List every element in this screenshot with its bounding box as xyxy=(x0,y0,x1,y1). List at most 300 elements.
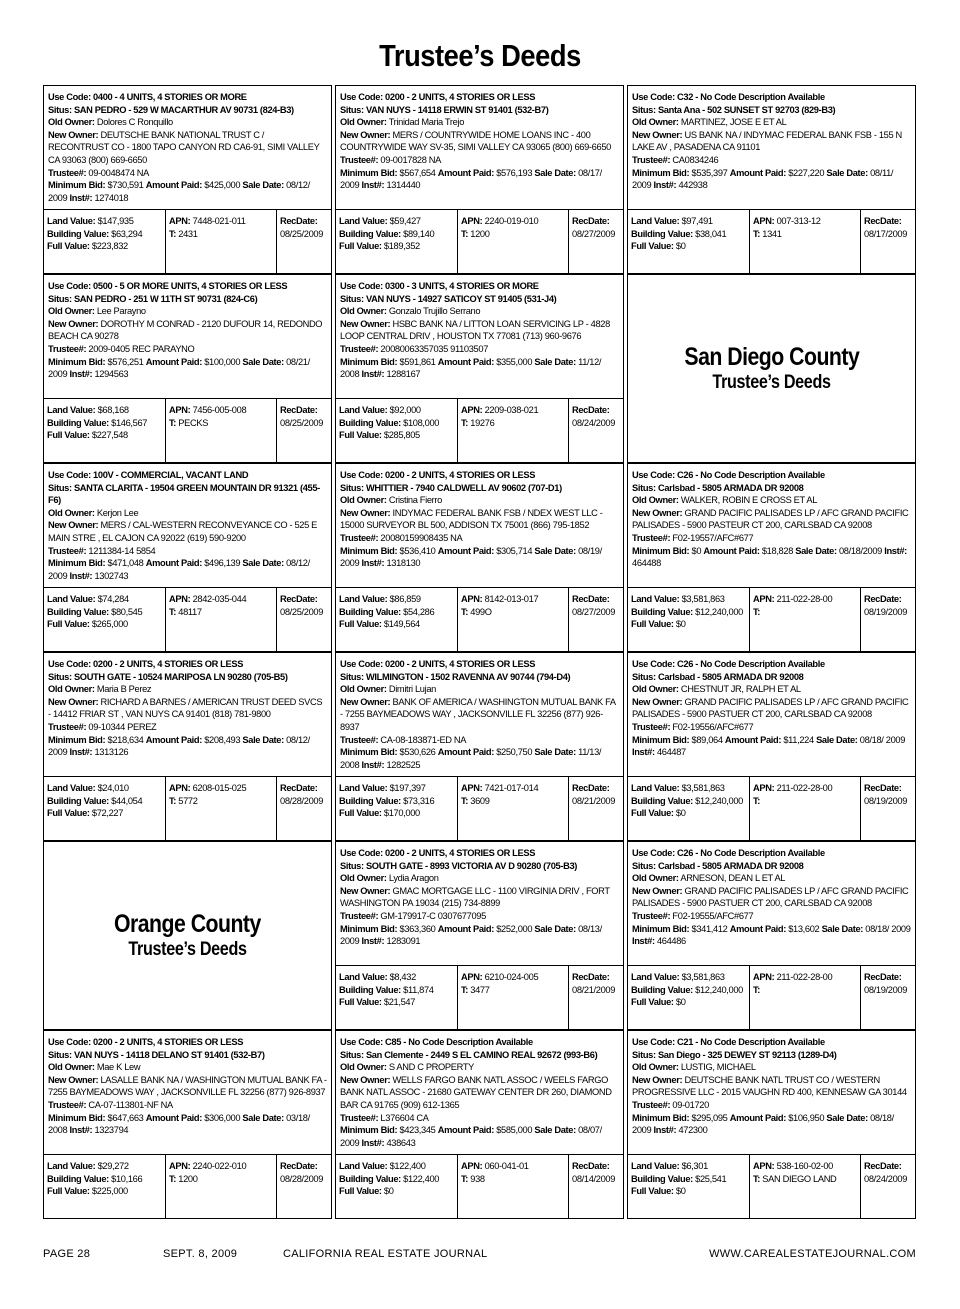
old-owner-value: Lee Parayno xyxy=(96,306,146,317)
new-owner-value: LASALLE BANK NA / WASHINGTON MUTUAL BANK FA - 7255 BAYMEADOWS WAY , JACKSONVILLE FL 32256 (877) 926-8937 xyxy=(48,1074,327,1098)
recdate-label-line xyxy=(864,1160,912,1173)
deed-details xyxy=(628,653,915,771)
trustee-label: Trustee#: xyxy=(48,545,87,556)
new-owner-value: GRAND PACIFIC PALISADES LP / AFC GRAND PACIFIC PALISADES - 5900 PASTUER CT 200, CARLSBAD CA 92008 xyxy=(632,885,909,909)
deed-card xyxy=(335,463,624,652)
apn-cell xyxy=(166,399,277,462)
inst-value: 472300 xyxy=(678,1125,708,1136)
full-value-label: Full Value: xyxy=(47,241,90,252)
amount-paid-label: Amount Paid: xyxy=(437,1125,494,1136)
recdate-value-line xyxy=(572,606,620,619)
use-code: Use Code: 0200 - 2 UNITS, 4 STORIES OR LESS xyxy=(340,470,536,480)
building-value-label: Building Value: xyxy=(339,228,401,239)
tract-label: T: xyxy=(169,417,177,428)
building-value-line xyxy=(47,417,162,430)
use-code: Use Code: 0200 - 2 UNITS, 4 STORIES OR LESS xyxy=(340,92,536,102)
tract-line xyxy=(169,606,273,619)
situs-line xyxy=(632,1049,911,1062)
full-value-line xyxy=(339,240,454,253)
inst-label: Inst#: xyxy=(361,759,385,770)
new-owner-line xyxy=(48,519,327,544)
land-value-label: Land Value: xyxy=(339,216,388,226)
new-owner-line xyxy=(48,696,327,721)
sale-date-label: Sale Date: xyxy=(242,734,284,745)
land-value-value: $147,935 xyxy=(97,216,134,226)
land-value-label: Land Value: xyxy=(47,216,96,226)
tract-label: T: xyxy=(753,795,761,806)
amount-paid-label: Amount Paid: xyxy=(437,167,494,178)
old-owner-value: Maria B Perez xyxy=(96,684,152,695)
recdate-value: 08/27/2009 xyxy=(572,228,616,239)
recdate-cell xyxy=(569,966,623,1029)
recdate-label: RecDate: xyxy=(572,405,610,415)
recdate-label: RecDate: xyxy=(572,783,610,793)
deed-details xyxy=(336,653,623,771)
deed-details xyxy=(44,86,331,204)
new-owner-value: DOROTHY M CONRAD - 2120 DUFOUR 14, REDONDO BEACH CA 90278 xyxy=(48,318,323,342)
inst-value: 1288167 xyxy=(386,369,421,380)
full-value-value: $21,547 xyxy=(383,997,416,1008)
min-bid-label: Minimum Bid: xyxy=(48,734,106,745)
tract-value: 3609 xyxy=(470,795,490,806)
value-cell xyxy=(628,588,750,651)
apn-value: 211-022-28-00 xyxy=(776,594,833,604)
old-owner-line xyxy=(340,1061,619,1074)
recdate-label-line xyxy=(572,1160,620,1173)
apn-value: 2240-019-010 xyxy=(484,216,539,226)
use-code: Use Code: 0400 - 4 UNITS, 4 STORIES OR MORE xyxy=(48,92,247,102)
recdate-label: RecDate: xyxy=(864,216,902,226)
apn-label: APN: xyxy=(461,783,483,793)
deed-card xyxy=(627,1030,916,1219)
situs-line xyxy=(632,860,911,873)
recdate-value-line xyxy=(864,795,912,808)
min-bid-value: $471,048 xyxy=(107,558,144,569)
situs-line xyxy=(340,1049,619,1062)
deed-values xyxy=(336,398,623,462)
tract-label: T: xyxy=(169,228,177,239)
sale-date-value: 08/12/ 2009 xyxy=(48,180,310,203)
tract-label: T: xyxy=(461,417,469,428)
trustee-value: 09-0048474 NA xyxy=(88,167,150,178)
trustee-label: Trustee#: xyxy=(632,910,671,921)
recdate-label-line xyxy=(280,593,328,606)
recdate-label: RecDate: xyxy=(864,783,902,793)
building-value-label: Building Value: xyxy=(339,984,401,995)
min-bid-value: $567,654 xyxy=(399,167,436,178)
deed-details xyxy=(336,464,623,582)
inst-label: Inst#: xyxy=(361,180,385,191)
apn-label: APN: xyxy=(753,594,775,604)
bid-line xyxy=(340,1124,619,1149)
footer-journal-name: CALIFORNIA REAL ESTATE JOURNAL xyxy=(283,1248,488,1260)
situs-line xyxy=(632,482,911,495)
amount-paid-value: $425,000 xyxy=(204,180,241,191)
situs: Situs: SOUTH GATE - 10524 MARIPOSA LN 90280 (705-B5) xyxy=(48,671,288,682)
recdate-label-line xyxy=(864,593,912,606)
full-value-value: $189,352 xyxy=(383,241,420,252)
value-cell xyxy=(336,1155,458,1218)
trustee-line xyxy=(632,1099,911,1112)
deed-details xyxy=(628,1031,915,1149)
tract-line xyxy=(753,984,857,997)
land-value-label: Land Value: xyxy=(47,405,96,415)
full-value-line xyxy=(47,1185,162,1198)
amount-paid-value: $306,000 xyxy=(204,1112,241,1123)
deed-values xyxy=(628,776,915,840)
tract-value: SAN DIEGO LAND xyxy=(762,1173,837,1184)
new-owner-line xyxy=(340,1074,619,1112)
recdate-cell xyxy=(277,777,331,840)
land-value-value: $3,581,863 xyxy=(681,594,725,604)
land-value-value: $92,000 xyxy=(389,405,421,415)
tract-label: T: xyxy=(461,795,469,806)
full-value-line xyxy=(47,429,162,442)
old-owner-value: CHESTNUT JR, RALPH ET AL xyxy=(680,684,801,695)
situs-line xyxy=(48,104,327,117)
apn-cell xyxy=(458,1155,569,1218)
trustee-label: Trustee#: xyxy=(340,532,379,543)
tract-value: 499O xyxy=(470,606,492,617)
land-value-line xyxy=(339,215,454,228)
recdate-value: 08/28/2009 xyxy=(280,1173,324,1184)
recdate-value-line xyxy=(572,228,620,241)
deed-card xyxy=(335,274,624,463)
building-value-line xyxy=(47,228,162,241)
recdate-value-line xyxy=(572,417,620,430)
new-owner-line xyxy=(632,129,911,154)
land-value-label: Land Value: xyxy=(631,972,680,982)
land-value-line xyxy=(47,215,162,228)
min-bid-label: Minimum Bid: xyxy=(632,734,690,745)
recdate-value-line xyxy=(572,795,620,808)
recdate-value: 08/14/2009 xyxy=(572,1173,616,1184)
deed-card xyxy=(43,85,332,274)
bid-line xyxy=(340,167,619,192)
use-code: Use Code: 0200 - 2 UNITS, 4 STORIES OR LESS xyxy=(48,1037,244,1047)
building-value-label: Building Value: xyxy=(47,606,109,617)
old-owner-line xyxy=(48,683,327,696)
apn-value: 538-160-02-00 xyxy=(776,1161,834,1171)
land-value-label: Land Value: xyxy=(47,594,96,604)
apn-cell xyxy=(750,210,861,273)
bid-line xyxy=(632,167,911,192)
apn-cell xyxy=(458,588,569,651)
land-value-label: Land Value: xyxy=(339,972,388,982)
bid-line xyxy=(340,923,619,948)
old-owner-line xyxy=(632,1061,911,1074)
situs-line xyxy=(632,104,911,117)
sale-date-value: 08/07/ 2009 xyxy=(340,1125,602,1148)
new-owner-value: BANK OF AMERICA / WASHINGTON MUTUAL BANK FA - 7255 BAYMEADOWS WAY , JACKSONVILLE FL 32256 (877) 926-8937 xyxy=(340,696,616,732)
new-owner-line xyxy=(340,696,619,734)
recdate-cell xyxy=(861,588,915,651)
inst-value: 1274018 xyxy=(94,192,129,203)
situs: Situs: VAN NUYS - 14118 DELANO ST 91401 (532-B7) xyxy=(48,1049,265,1060)
tract-value: 19276 xyxy=(470,417,495,428)
building-value-value: $122,400 xyxy=(403,1173,440,1184)
recdate-label-line xyxy=(864,971,912,984)
full-value-line xyxy=(339,807,454,820)
land-value-value: $6,301 xyxy=(681,1161,708,1171)
new-owner-value: MERS / CAL-WESTERN RECONVEYANCE CO - 525 E MAIN STRE , EL CAJON CA 92022 (619) 590-9200 xyxy=(48,520,318,543)
apn-line xyxy=(461,782,565,795)
tract-line xyxy=(169,795,273,808)
min-bid-value: $218,634 xyxy=(107,734,144,745)
new-owner-value: RICHARD A BARNES / AMERICAN TRUST DEED SVCS - 14412 FRIAR ST , VAN NUYS CA 91401 (818) 781-9800 xyxy=(48,696,323,720)
situs: Situs: SAN PEDRO - 529 W MACARTHUR AV 90731 (824-B3) xyxy=(48,104,294,115)
full-value-value: $0 xyxy=(675,997,686,1008)
apn-label: APN: xyxy=(461,1161,483,1171)
bid-line xyxy=(632,545,911,570)
min-bid-value: $530,626 xyxy=(399,747,436,758)
trustee-line xyxy=(632,154,911,167)
bid-line xyxy=(48,557,327,582)
building-value-value: $12,240,000 xyxy=(695,984,743,995)
deed-values xyxy=(44,1154,331,1218)
inst-label: Inst#: xyxy=(69,1125,93,1136)
apn-value: 7456-005-008 xyxy=(192,405,247,415)
full-value-line xyxy=(631,996,746,1009)
land-value-line xyxy=(339,971,454,984)
sale-date-value: 08/18/ 2009 xyxy=(632,1112,894,1136)
recdate-label-line xyxy=(572,404,620,417)
use-code-line xyxy=(340,280,619,293)
new-owner-line xyxy=(340,507,619,532)
old-owner-line xyxy=(48,305,327,318)
apn-line xyxy=(169,404,273,417)
old-owner-value: Dolores C Ronquillo xyxy=(96,117,173,128)
bid-line xyxy=(340,545,619,570)
min-bid-value: $0 xyxy=(691,545,702,556)
situs: Situs: Carlsbad - 5805 ARMADA DR 92008 xyxy=(632,671,804,682)
tract-value: 5772 xyxy=(178,795,198,806)
situs: Situs: San Clemente - 2449 S EL CAMINO REAL 92672 (993-B6) xyxy=(340,1049,598,1060)
recdate-value: 08/19/2009 xyxy=(864,606,908,617)
sale-date-label: Sale Date: xyxy=(534,545,576,556)
new-owner-label: New Owner: xyxy=(632,1074,683,1085)
tract-label: T: xyxy=(753,1173,761,1184)
recdate-value: 08/19/2009 xyxy=(864,795,908,806)
tract-label: T: xyxy=(461,984,469,995)
apn-cell xyxy=(458,777,569,840)
trustee-line xyxy=(632,721,911,734)
trustee-line xyxy=(340,154,619,167)
building-value-line xyxy=(339,228,454,241)
trustee-value: CA-07-113801-NF NA xyxy=(88,1099,173,1110)
building-value-label: Building Value: xyxy=(47,1173,109,1184)
recdate-value: 08/24/2009 xyxy=(864,1173,908,1184)
apn-value: 060-041-01 xyxy=(484,1161,529,1171)
min-bid-label: Minimum Bid: xyxy=(632,545,690,556)
situs: Situs: SAN PEDRO - 251 W 11TH ST 90731 (824-C6) xyxy=(48,293,258,304)
land-value-line xyxy=(631,1160,746,1173)
deed-values xyxy=(44,776,331,840)
building-value-line xyxy=(47,1173,162,1186)
full-value-value: $0 xyxy=(675,808,686,819)
sale-date-label: Sale Date: xyxy=(821,923,864,934)
footer-website: WWW.CAREALESTATEJOURNAL.COM xyxy=(709,1248,916,1260)
min-bid-value: $591,861 xyxy=(399,356,436,367)
old-owner-line xyxy=(340,305,619,318)
trustee-value: CA0834246 xyxy=(672,154,719,165)
recdate-label: RecDate: xyxy=(572,1161,610,1171)
value-cell xyxy=(628,966,750,1029)
amount-paid-value: $208,493 xyxy=(204,734,241,745)
old-owner-label: Old Owner: xyxy=(48,684,95,695)
old-owner-label: Old Owner: xyxy=(48,507,95,518)
new-owner-label: New Owner: xyxy=(340,318,391,329)
recdate-cell xyxy=(861,777,915,840)
inst-label: Inst#: xyxy=(69,192,93,203)
old-owner-line xyxy=(632,494,911,507)
full-value-label: Full Value: xyxy=(339,1186,382,1197)
apn-label: APN: xyxy=(461,972,483,982)
building-value-line xyxy=(339,417,454,430)
value-cell xyxy=(44,777,166,840)
apn-label: APN: xyxy=(753,1161,775,1171)
min-bid-label: Minimum Bid: xyxy=(48,356,106,367)
use-code: Use Code: C85 - No Code Description Available xyxy=(340,1037,533,1047)
tract-line xyxy=(753,795,857,808)
apn-line xyxy=(753,971,857,984)
amount-paid-label: Amount Paid: xyxy=(437,545,494,556)
use-code: Use Code: C26 - No Code Description Available xyxy=(632,470,825,480)
full-value-value: $72,227 xyxy=(91,808,124,819)
amount-paid-label: Amount Paid: xyxy=(145,356,202,367)
amount-paid-label: Amount Paid: xyxy=(145,734,202,745)
tract-line xyxy=(461,795,565,808)
deed-details xyxy=(44,1031,331,1149)
full-value-label: Full Value: xyxy=(339,997,382,1008)
new-owner-label: New Owner: xyxy=(48,1074,99,1085)
land-value-line xyxy=(47,593,162,606)
building-value-label: Building Value: xyxy=(47,417,109,428)
full-value-label: Full Value: xyxy=(47,808,90,819)
sale-date-label: Sale Date: xyxy=(242,180,284,191)
amount-paid-value: $250,750 xyxy=(496,747,533,758)
use-code-line xyxy=(340,1036,619,1049)
building-value-value: $12,240,000 xyxy=(695,795,743,806)
deed-card xyxy=(627,463,916,652)
new-owner-value: MERS / COUNTRYWIDE HOME LOANS INC - 400 COUNTRYWIDE WAY SV-35, SIMI VALLEY CA 93065 (800) 669-6650 xyxy=(340,129,611,153)
deed-card xyxy=(335,652,624,841)
min-bid-label: Minimum Bid: xyxy=(48,1112,106,1123)
situs-line xyxy=(340,860,619,873)
tract-label: T: xyxy=(461,606,469,617)
value-cell xyxy=(44,399,166,462)
amount-paid-label: Amount Paid: xyxy=(724,734,782,745)
old-owner-value: Gonzalo Trujillo Serrano xyxy=(388,306,481,317)
amount-paid-label: Amount Paid: xyxy=(703,545,760,556)
old-owner-label: Old Owner: xyxy=(632,495,679,506)
sale-date-label: Sale Date: xyxy=(826,1112,868,1123)
full-value-line xyxy=(47,618,162,631)
recdate-value: 08/17/2009 xyxy=(864,228,908,239)
trustee-label: Trustee#: xyxy=(48,343,87,354)
new-owner-value: GMAC MORTGAGE LLC - 1100 VIRGINIA DRIV , FORT WASHINGTON PA 19034 (215) 734-8899 xyxy=(340,885,610,909)
apn-cell xyxy=(750,1155,861,1218)
tract-line xyxy=(753,606,857,619)
old-owner-value: Mae K Lew xyxy=(96,1062,141,1073)
old-owner-label: Old Owner: xyxy=(48,1062,95,1073)
building-value-line xyxy=(339,606,454,619)
deed-values xyxy=(336,587,623,651)
recdate-label: RecDate: xyxy=(864,1161,902,1171)
amount-paid-label: Amount Paid: xyxy=(145,558,202,569)
land-value-line xyxy=(339,782,454,795)
recdate-label: RecDate: xyxy=(280,594,318,604)
full-value-line xyxy=(339,996,454,1009)
tract-value: 2431 xyxy=(178,228,198,239)
inst-label: Inst#: xyxy=(632,747,655,758)
apn-line xyxy=(461,593,565,606)
land-value-value: $3,581,863 xyxy=(681,783,725,793)
apn-label: APN: xyxy=(169,405,191,415)
old-owner-line xyxy=(632,872,911,885)
amount-paid-value: $100,000 xyxy=(204,356,241,367)
inst-value: 464488 xyxy=(632,558,661,569)
deed-details xyxy=(44,464,331,582)
deed-values xyxy=(44,587,331,651)
tract-line xyxy=(169,417,273,430)
building-value-value: $54,286 xyxy=(403,606,435,617)
building-value-value: $63,294 xyxy=(111,228,143,239)
old-owner-value: LUSTIG, MICHAEL xyxy=(680,1062,756,1073)
recdate-label: RecDate: xyxy=(280,405,318,415)
building-value-value: $25,541 xyxy=(695,1173,727,1184)
amount-paid-value: $585,000 xyxy=(496,1125,533,1136)
situs-line xyxy=(632,671,911,684)
new-owner-line xyxy=(340,885,619,910)
sale-date-value: 08/11/ 2009 xyxy=(632,167,894,191)
land-value-value: $24,010 xyxy=(97,783,129,793)
value-cell xyxy=(336,210,458,273)
building-value-value: $73,316 xyxy=(403,795,435,806)
land-value-line xyxy=(47,782,162,795)
inst-value: 1294563 xyxy=(94,369,129,380)
sale-date-label: Sale Date: xyxy=(816,734,858,745)
bid-line xyxy=(48,179,327,204)
full-value-value: $0 xyxy=(675,1186,686,1197)
inst-label: Inst#: xyxy=(884,545,907,556)
land-value-label: Land Value: xyxy=(339,405,388,415)
new-owner-line xyxy=(340,129,619,154)
deed-card xyxy=(335,85,624,274)
sale-date-value: 11/13/ 2008 xyxy=(340,747,602,770)
inst-label: Inst#: xyxy=(361,558,385,569)
tract-label: T: xyxy=(753,984,761,995)
old-owner-label: Old Owner: xyxy=(340,495,387,506)
land-value-line xyxy=(339,593,454,606)
inst-label: Inst#: xyxy=(653,180,677,191)
new-owner-line xyxy=(632,885,911,910)
deed-values xyxy=(336,965,623,1029)
building-value-value: $12,240,000 xyxy=(695,606,743,617)
sale-date-label: Sale Date: xyxy=(242,558,284,569)
sale-date-value: 08/18/ 2009 xyxy=(865,923,911,934)
building-value-line xyxy=(631,228,746,241)
deed-card xyxy=(627,652,916,841)
trustee-value: L376604 CA xyxy=(380,1112,429,1123)
recdate-label-line xyxy=(572,782,620,795)
new-owner-line xyxy=(48,318,327,343)
building-value-value: $10,166 xyxy=(111,1173,143,1184)
situs: Situs: SANTA CLARITA - 19504 GREEN MOUNTAIN DR 91321 (455-F6) xyxy=(48,482,320,506)
recdate-value: 08/25/2009 xyxy=(280,228,324,239)
trustee-label: Trustee#: xyxy=(340,1112,379,1123)
building-value-label: Building Value: xyxy=(47,228,109,239)
